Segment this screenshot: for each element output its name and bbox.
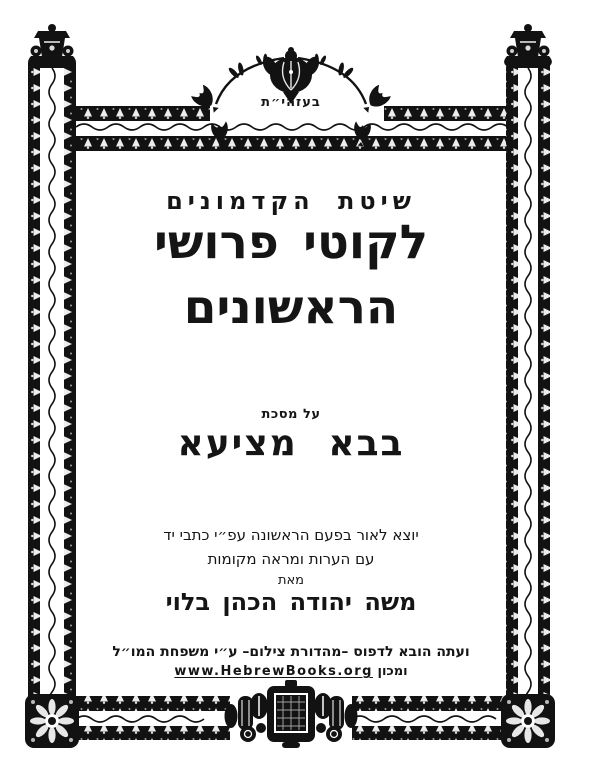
bottom-cartouche-icon [225, 680, 358, 748]
edition-note-line1: יוצא לאור בפעם הראשונה עפ״י כתבי יד [163, 526, 419, 544]
right-pillar-capital-icon [504, 24, 552, 68]
main-title-line2: הראשונים [183, 280, 399, 335]
byline-label: מאת [277, 573, 305, 588]
bottom-right-rosette-icon [501, 694, 555, 748]
right-pillar [504, 24, 552, 710]
bottom-left-rosette-icon [25, 694, 79, 748]
tractate-name: בבא מציעא [177, 423, 405, 464]
reprint-notice: ועתה הובא לדפוס –מהדורת צילום– ע״י משפחת המו״ל [112, 644, 470, 660]
publisher-line [76, 665, 506, 678]
tractate-label: על מסכת [261, 407, 321, 422]
blessing-text: בעזהי״ת [261, 95, 321, 110]
author-name: משה יהודה הכהן בלוי [165, 588, 417, 616]
top-border-band [76, 106, 508, 151]
edition-note-line2: עם הערות ומראה מקומות [207, 550, 375, 568]
series-title: שיטת הקדמונים [166, 187, 416, 215]
publisher-prefix: ומכון [377, 664, 408, 679]
publisher-url: www.HebrewBooks.org [174, 664, 373, 679]
left-pillar [28, 24, 76, 710]
left-pillar-capital-icon [28, 24, 76, 68]
main-title-line1: לקוטי פרושי [153, 215, 429, 270]
